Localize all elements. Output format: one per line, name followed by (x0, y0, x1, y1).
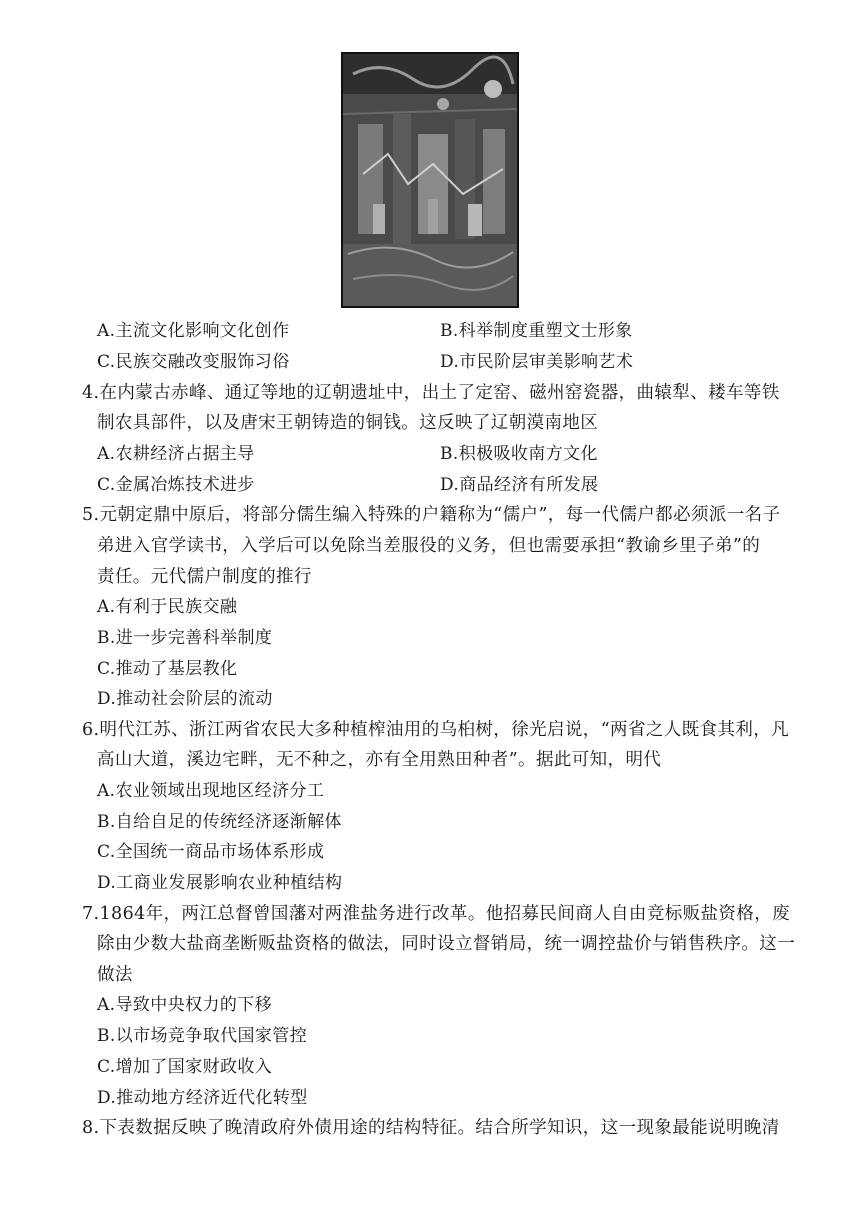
q7-stem-line-3: 做法 (97, 965, 133, 985)
q4-option-c: C.金属冶炼技术进步 (97, 475, 255, 495)
q5-option-a: A.有利于民族交融 (97, 597, 238, 617)
q6-option-d: D.工商业发展影响农业种植结构 (97, 873, 343, 893)
q6-option-b: B.自给自足的传统经济逐渐解体 (97, 812, 342, 832)
q7-option-c: C.增加了国家财政收入 (97, 1057, 273, 1077)
q7-stem-line-2: 除由少数大盐商垄断贩盐资格的做法，同时设立督销局，统一调控盐价与销售秩序。这一 (97, 934, 796, 954)
q3-option-a: A.主流文化影响文化创作 (97, 321, 290, 341)
q6-option-c: C.全国统一商品市场体系形成 (97, 842, 325, 862)
q5-option-b: B.进一步完善科举制度 (97, 628, 273, 648)
q6-stem-line-1: 6.明代江苏、浙江两省农民大多种植榨油用的乌桕树，徐光启说，“两省之人既食其利，凡 (82, 720, 790, 740)
q6-option-a: A.农业领域出现地区经济分工 (97, 781, 325, 801)
q5-stem-line-1: 5.元朝定鼎中原后，将部分儒生编入特殊的户籍称为“儒户”，每一代儒户都必须派一名子 (82, 505, 781, 525)
q4-option-d: D.商品经济有所发展 (440, 475, 599, 495)
ancient-painting-image (341, 52, 519, 308)
q3-option-c: C.民族交融改变服饰习俗 (97, 352, 290, 372)
q5-stem-line-2: 弟进入官学读书，入学后可以免除当差服役的义务，但也需要承担“教谕乡里子弟”的 (97, 536, 761, 556)
q7-option-b: B.以市场竞争取代国家管控 (97, 1026, 308, 1046)
q5-option-c: C.推动了基层教化 (97, 659, 238, 679)
q4-option-b: B.积极吸收南方文化 (440, 444, 598, 464)
q3-option-b: B.科举制度重塑文士形象 (440, 321, 633, 341)
q4-stem-line-2: 制农具部件，以及唐宋王朝铸造的铜钱。这反映了辽朝漠南地区 (97, 413, 599, 433)
q7-option-d: D.推动地方经济近代化转型 (97, 1088, 308, 1108)
q7-stem-line-1: 7.1864年，两江总督曾国藩对两淮盐务进行改革。他招募民间商人自由竞标贩盐资格，废 (82, 904, 791, 924)
q7-option-a: A.导致中央权力的下移 (97, 995, 273, 1015)
q4-stem-line-1: 4.在内蒙古赤峰、通辽等地的辽朝遗址中，出土了定窑、磁州窑瓷器，曲辕犁、耧车等铁 (82, 383, 780, 403)
q8-stem-line-1: 8.下表数据反映了晚清政府外债用途的结构特征。结合所学知识，这一现象最能说明晚清 (82, 1118, 780, 1138)
q5-option-d: D.推动社会阶层的流动 (97, 689, 273, 709)
q6-stem-line-2: 高山大道，溪边宅畔，无不种之，亦有全用熟田种者”。据此可知，明代 (97, 750, 662, 770)
q3-option-d: D.市民阶层审美影响艺术 (440, 352, 634, 372)
q5-stem-line-3: 责任。元代儒户制度的推行 (97, 567, 312, 587)
q4-option-a: A.农耕经济占据主导 (97, 444, 255, 464)
